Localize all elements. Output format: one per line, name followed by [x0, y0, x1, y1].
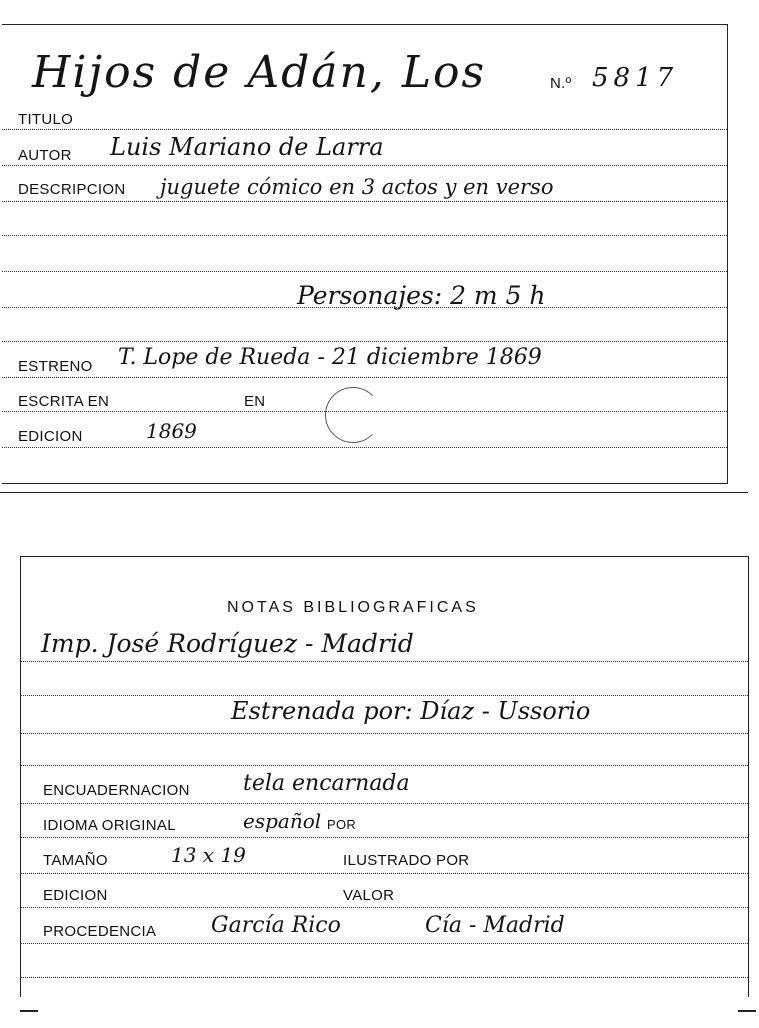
procedencia-handwritten: García Rico	[211, 913, 341, 938]
encuadernacion-handwritten: tela encarnada	[243, 771, 410, 796]
idioma-handwritten: español	[243, 809, 322, 833]
por-label: POR	[327, 817, 357, 832]
estrenada-handwritten: Estrenada por: Díaz - Ussorio	[231, 697, 591, 725]
rule	[21, 977, 748, 978]
edicion-handwritten: 1869	[146, 419, 197, 443]
tamano-label: TAMAÑO	[43, 852, 108, 869]
catalog-card-bottom	[20, 556, 749, 997]
ilustrado-por-label: ILUSTRADO POR	[343, 852, 470, 869]
title-handwritten: Hijos de Adán, Los	[32, 47, 487, 98]
personajes-handwritten: Personajes: 2 m 5 h	[297, 281, 546, 310]
corner-mark	[20, 1010, 38, 1012]
en-label: EN	[244, 393, 266, 410]
titulo-label: TITULO	[18, 111, 74, 128]
escrita-en-label: ESCRITA EN	[18, 393, 110, 410]
edicion-label: EDICION	[43, 887, 108, 904]
number-label: N.º	[550, 75, 572, 92]
rule	[21, 803, 748, 804]
edicion-label: EDICION	[18, 428, 83, 445]
corner-mark	[738, 1010, 756, 1012]
tamano-handwritten: 13 x 19	[171, 843, 246, 867]
descripcion-handwritten: juguete cómico en 3 actos y en verso	[160, 175, 554, 199]
rule	[2, 341, 727, 342]
notas-heading: NOTAS BIBLIOGRAFICAS	[227, 599, 479, 616]
card-separator-line	[0, 492, 748, 493]
estreno-handwritten: T. Lope de Rueda - 21 diciembre 1869	[118, 345, 542, 370]
rule	[21, 837, 748, 838]
rule	[21, 943, 748, 944]
rule	[2, 129, 727, 130]
rule	[2, 201, 727, 202]
number-handwritten: 5817	[592, 63, 679, 93]
rule	[2, 165, 727, 166]
rule	[21, 907, 748, 908]
rule	[2, 271, 727, 272]
imprenta-handwritten: Imp. José Rodríguez - Madrid	[41, 629, 414, 658]
rule	[21, 695, 748, 696]
autor-label: AUTOR	[18, 147, 72, 164]
valor-label: VALOR	[343, 887, 395, 904]
encuadernacion-label: ENCUADERNACION	[43, 782, 190, 799]
procedencia-label: PROCEDENCIA	[43, 923, 157, 940]
descripcion-label: DESCRIPCION	[18, 181, 126, 198]
rule	[2, 235, 727, 236]
autor-handwritten: Luis Mariano de Larra	[110, 133, 384, 161]
estreno-label: ESTRENO	[18, 358, 93, 375]
rule	[2, 447, 727, 448]
rule	[21, 765, 748, 766]
rule	[21, 873, 748, 874]
rule	[21, 661, 748, 662]
rule	[2, 377, 727, 378]
idioma-original-label: IDIOMA ORIGINAL	[43, 817, 176, 834]
punch-hole-circle	[325, 387, 381, 443]
procedencia-city-handwritten: Cía - Madrid	[425, 913, 565, 938]
rule	[21, 733, 748, 734]
